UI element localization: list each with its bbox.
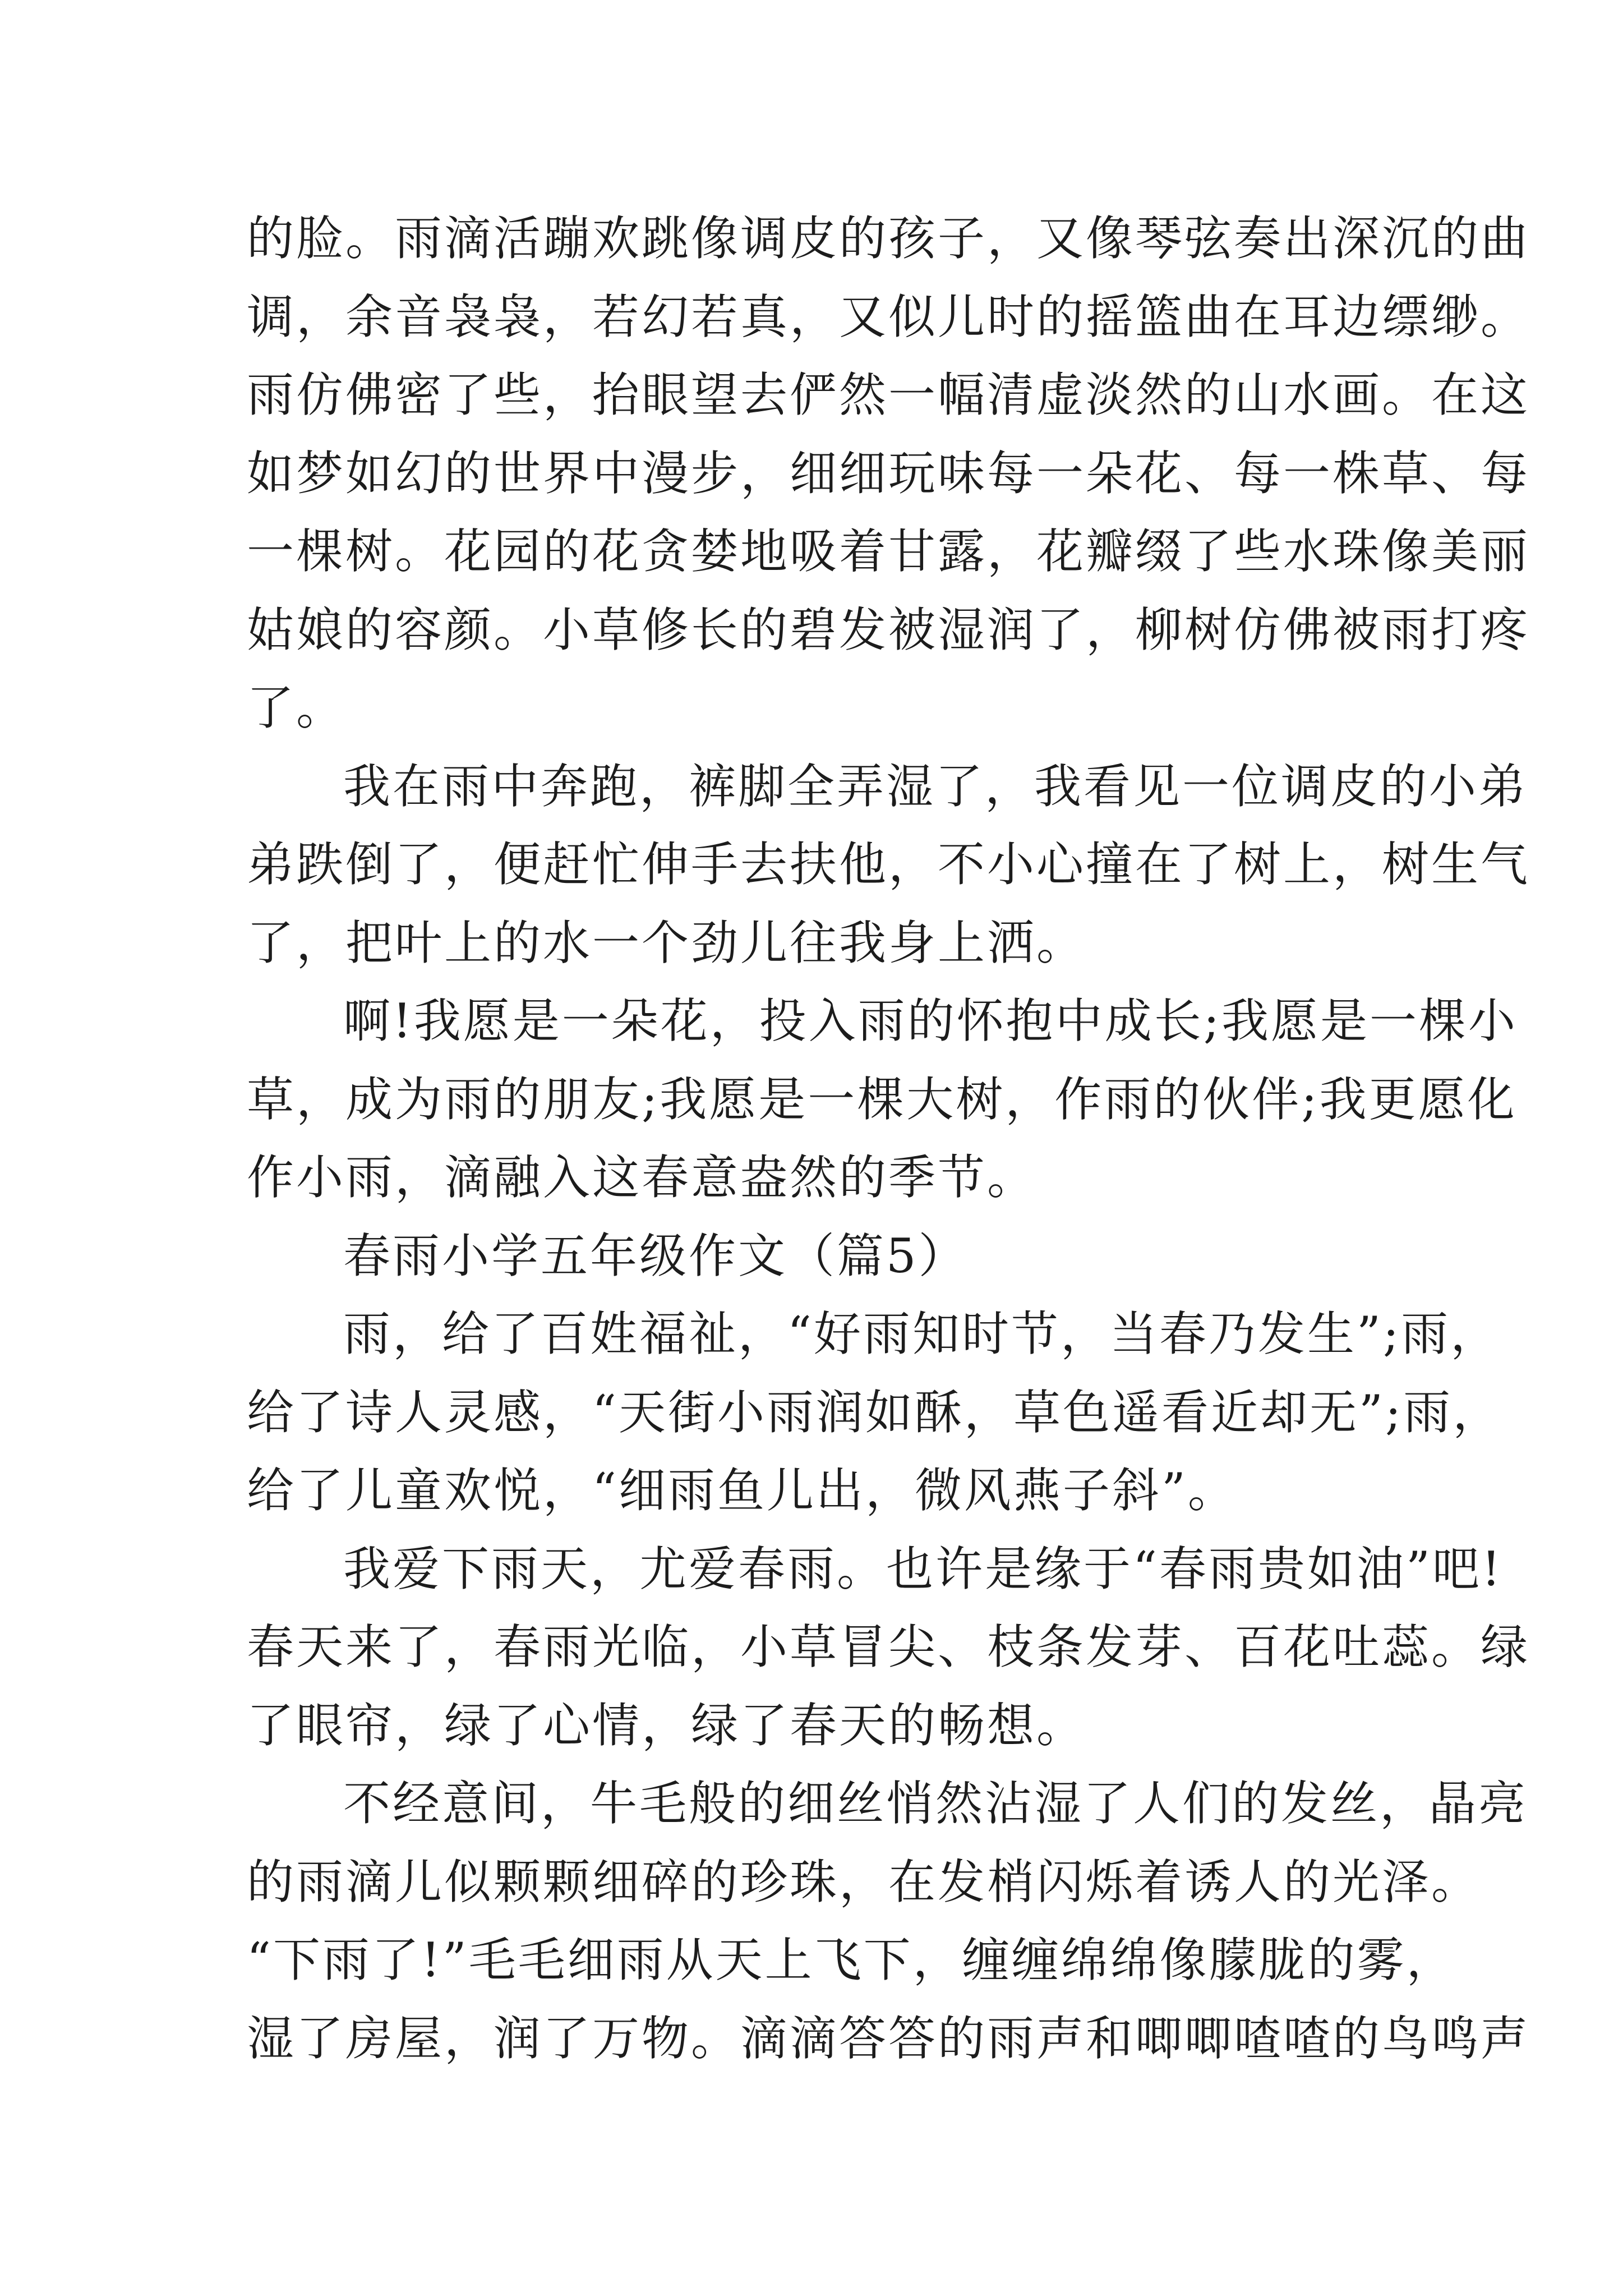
text-line: 给了诗人灵感，“天街小雨润如酥，草色遥看近却无”;雨， <box>247 1384 1502 1440</box>
text-line: 湿了房屋，润了万物。滴滴答答的雨声和唧唧喳喳的鸟鸣声 <box>247 2010 1530 2066</box>
text-line: 了。 <box>247 680 346 735</box>
essay-text <box>247 200 1530 2078</box>
paragraph-first-line: 不经意间，牛毛般的细丝悄然沾湿了人们的发丝，晶亮 <box>343 1776 1528 1831</box>
section-heading: 春雨小学五年级作文（篇5） <box>343 1228 968 1283</box>
paragraph-first-line: 雨，给了百姓福祉，“好雨知时节，当春乃发生”;雨， <box>343 1306 1500 1361</box>
text-line: 一棵树。花园的花贪婪地吸着甘露，花瓣缀了些水珠像美丽 <box>247 524 1530 579</box>
text-line: 了眼帘，绿了心情，绿了春天的畅想。 <box>247 1697 1086 1753</box>
text-line: 调，余音袅袅，若幻若真，又似儿时的摇篮曲在耳边缥缈。 <box>247 289 1530 344</box>
text-line: 给了儿童欢悦，“细雨鱼儿出，微风燕子斜”。 <box>247 1463 1237 1518</box>
text-line: 弟跌倒了，便赶忙伸手去扶他，不小心撞在了树上，树生气 <box>247 837 1530 892</box>
text-line: 姑娘的容颜。小草修长的碧发被湿润了，柳树仿佛被雨打疼 <box>247 602 1530 657</box>
paragraph-first-line: 我在雨中奔跑，裤脚全弄湿了，我看见一位调皮的小弟 <box>343 758 1528 814</box>
paragraph-first-line: 我爱下雨天，尤爱春雨。也许是缘于“春雨贵如油”吧! <box>343 1541 1503 1596</box>
paragraph-first-line: 啊!我愿是一朵花，投入雨的怀抱中成长;我愿是一棵小 <box>343 993 1518 1048</box>
text-line: 春天来了，春雨光临，小草冒尖、枝条发芽、百花吐蕊。绿 <box>247 1619 1530 1674</box>
text-line: 的雨滴儿似颗颗细碎的珍珠，在发梢闪烁着诱人的光泽。 <box>247 1854 1481 1910</box>
text-line: 雨仿佛密了些，抬眼望去俨然一幅清虚淡然的山水画。在这 <box>247 367 1530 422</box>
text-line: 如梦如幻的世界中漫步，细细玩味每一朵花、每一株草、每 <box>247 445 1530 501</box>
text-line: “下雨了!”毛毛细雨从天上飞下，缠缠绵绵像朦胧的雾， <box>247 1932 1456 1987</box>
text-line: 作小雨，滴融入这春意盎然的季节。 <box>247 1150 1037 1205</box>
text-line: 的脸。雨滴活蹦欢跳像调皮的孩子，又像琴弦奏出深沉的曲 <box>247 211 1530 266</box>
text-line: 草，成为雨的朋友;我愿是一棵大树，作雨的伙伴;我更愿化 <box>247 1071 1517 1127</box>
text-line: 了，把叶上的水一个劲儿往我身上洒。 <box>247 915 1086 970</box>
